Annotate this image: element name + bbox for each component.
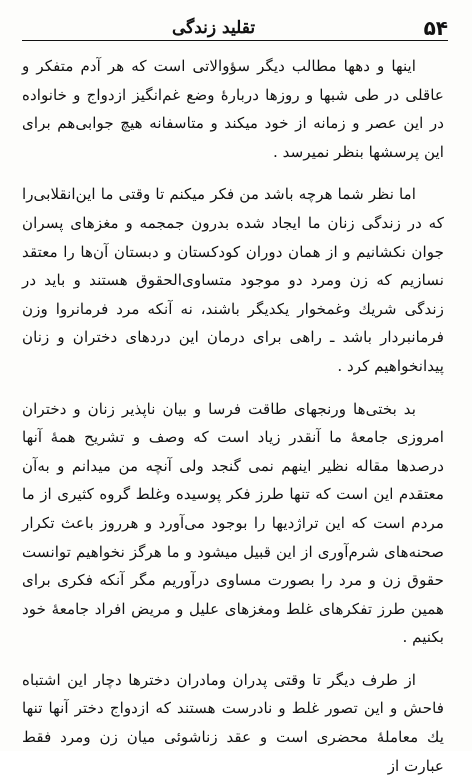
running-title: تقلید زندگی [172, 18, 256, 38]
paragraph: اما نظر شما هرچه باشد من فکر میکنم تا وقتی ما این‌انقلابی‌را که در زندگی زنان ما ایجاد شده بدرون جمجمه و مغزهای پسران جوان نکشانیم و از همان دوران کودکستان و دبستان آن‌ها را معتقد نسازیم که زن ومرد دو موجود متساوی‌الحقوق هستند و باید در زندگی شریك وغمخوار یکدیگر باشند، نه آنکه مرد فرمانروا وزن فرمانبردار باشد ـ راهی برای درمان این دردهای دختران و زنان پیدانخواهیم کرد . [22, 185, 444, 375]
page-header [22, 10, 448, 40]
body-text [22, 52, 444, 780]
paragraph: بد بختی‌ها ورنجهای طاقت فرسا و بیان ناپذیر زنان و دختران امروزی جامعهٔ ما آنقدر زیاد است که وصف و تشریح همهٔ آنها درصدها مقاله نظیر اینهم نمی گنجد ولی آنچه من میدانم و به‌آن معتقدم این است که تنها طرز فکر پوسیده وغلط گروه کثیری از ما مردم است که این تراژدیها را بوجود می‌آورد و هرروز باعث تکرار صحنه‌های شرم‌آوری از این قبیل میشود و ما هرگز نخواهیم توانست حقوق زن و مرد را بصورت مساوی درآوریم مگر آنکه فکری برای همین طرز تفکرهای غلط ومغزهای علیل و مریض افراد جامعهٔ خود بکنیم . [22, 399, 444, 647]
page-number: ۵۴ [423, 16, 448, 40]
paragraph: اینها و دهها مطالب دیگر سؤوالاتی است که هر آدم متفکر و عاقلی در طی شبها و روزها دربارهٔ وضع غم‌انگیز ازدواج و خانواده در این عصر و زمانه از خود میکند و متاسفانه هیچ جوابی‌هم برای این پرسشها بنظر نمیرسد . [22, 57, 444, 161]
header-rule [22, 40, 448, 41]
paragraph: از طرف دیگر تا وقتی پدران ومادران دخترها دچار این اشتباه فاحش و این تصور غلط و نادرست هستند که ازدواج دختر آنها تنها یك معاملهٔ محضری است و عقد زناشوئی میان زن ومرد فقط عبارت از [22, 670, 444, 775]
